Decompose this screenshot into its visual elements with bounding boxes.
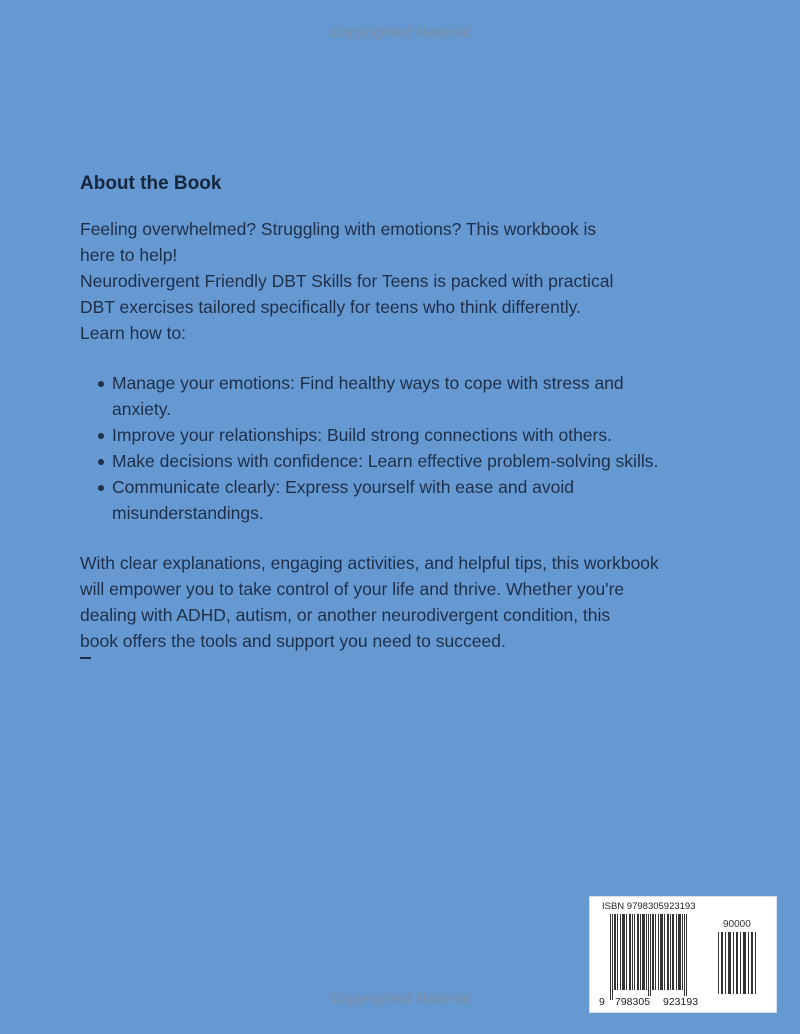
barcode-digits: 923193 bbox=[663, 996, 699, 1008]
barcode-digits: 9 bbox=[599, 996, 605, 1008]
text-line: DBT exercises tailored specifically for teens who think differently. bbox=[80, 297, 581, 317]
list-item bbox=[96, 448, 760, 474]
text-line: will empower you to take control of your life and thrive. Whether you're bbox=[80, 579, 625, 599]
isbn-label: ISBN 9798305923193 bbox=[602, 901, 696, 912]
text-line: anxiety. bbox=[112, 399, 172, 419]
text-line: Improve your relationships: Build strong connections with others. bbox=[112, 425, 612, 445]
text-line: Communicate clearly: Express yourself with ease and avoid bbox=[112, 477, 575, 497]
about-the-book-section bbox=[80, 172, 760, 654]
intro-paragraph bbox=[80, 216, 760, 346]
list-item bbox=[96, 422, 760, 448]
bullet-icon bbox=[98, 433, 104, 439]
bullet-icon bbox=[98, 459, 104, 465]
text-line: here to help! bbox=[80, 245, 178, 265]
closing-paragraph bbox=[80, 550, 760, 654]
barcode-bar bbox=[686, 914, 687, 1000]
text-line: Feeling overwhelmed? Struggling with emotions? This workbook is bbox=[80, 219, 597, 239]
text-line: With clear explanations, engaging activities, and helpful tips, this workbook bbox=[80, 553, 659, 573]
bullet-icon bbox=[98, 485, 104, 491]
barcode-bars-main bbox=[610, 914, 708, 1000]
text-line: dealing with ADHD, autism, or another neurodivergent condition, this bbox=[80, 605, 611, 625]
text-fragment: ook offers the tools and support you need to succeed. bbox=[89, 631, 506, 651]
list-item bbox=[96, 370, 760, 422]
barcode-bars-addon bbox=[718, 932, 766, 994]
skills-bullet-list bbox=[80, 370, 760, 526]
price-addon-label: 90000 bbox=[723, 919, 751, 930]
section-heading: About the Book bbox=[80, 173, 222, 194]
text-line bbox=[80, 628, 760, 654]
barcode-digits: 798305 bbox=[615, 996, 651, 1008]
copyright-watermark-bottom: Copyrighted Material bbox=[329, 990, 471, 1007]
text-line: Neurodivergent Friendly DBT Skills for Teens is packed with practical bbox=[80, 271, 614, 291]
text-cursor-mark: b bbox=[80, 628, 90, 654]
text-line: Learn how to: bbox=[80, 323, 187, 343]
barcode-bar bbox=[755, 932, 756, 994]
text-line: Manage your emotions: Find healthy ways to cope with stress and bbox=[112, 373, 624, 393]
list-item bbox=[96, 474, 760, 526]
bullet-icon bbox=[98, 381, 104, 387]
text-line: misunderstandings. bbox=[112, 503, 264, 523]
copyright-watermark-top: Copyrighted Material bbox=[329, 24, 471, 41]
text-line: Make decisions with confidence: Learn effective problem-solving skills. bbox=[112, 451, 659, 471]
